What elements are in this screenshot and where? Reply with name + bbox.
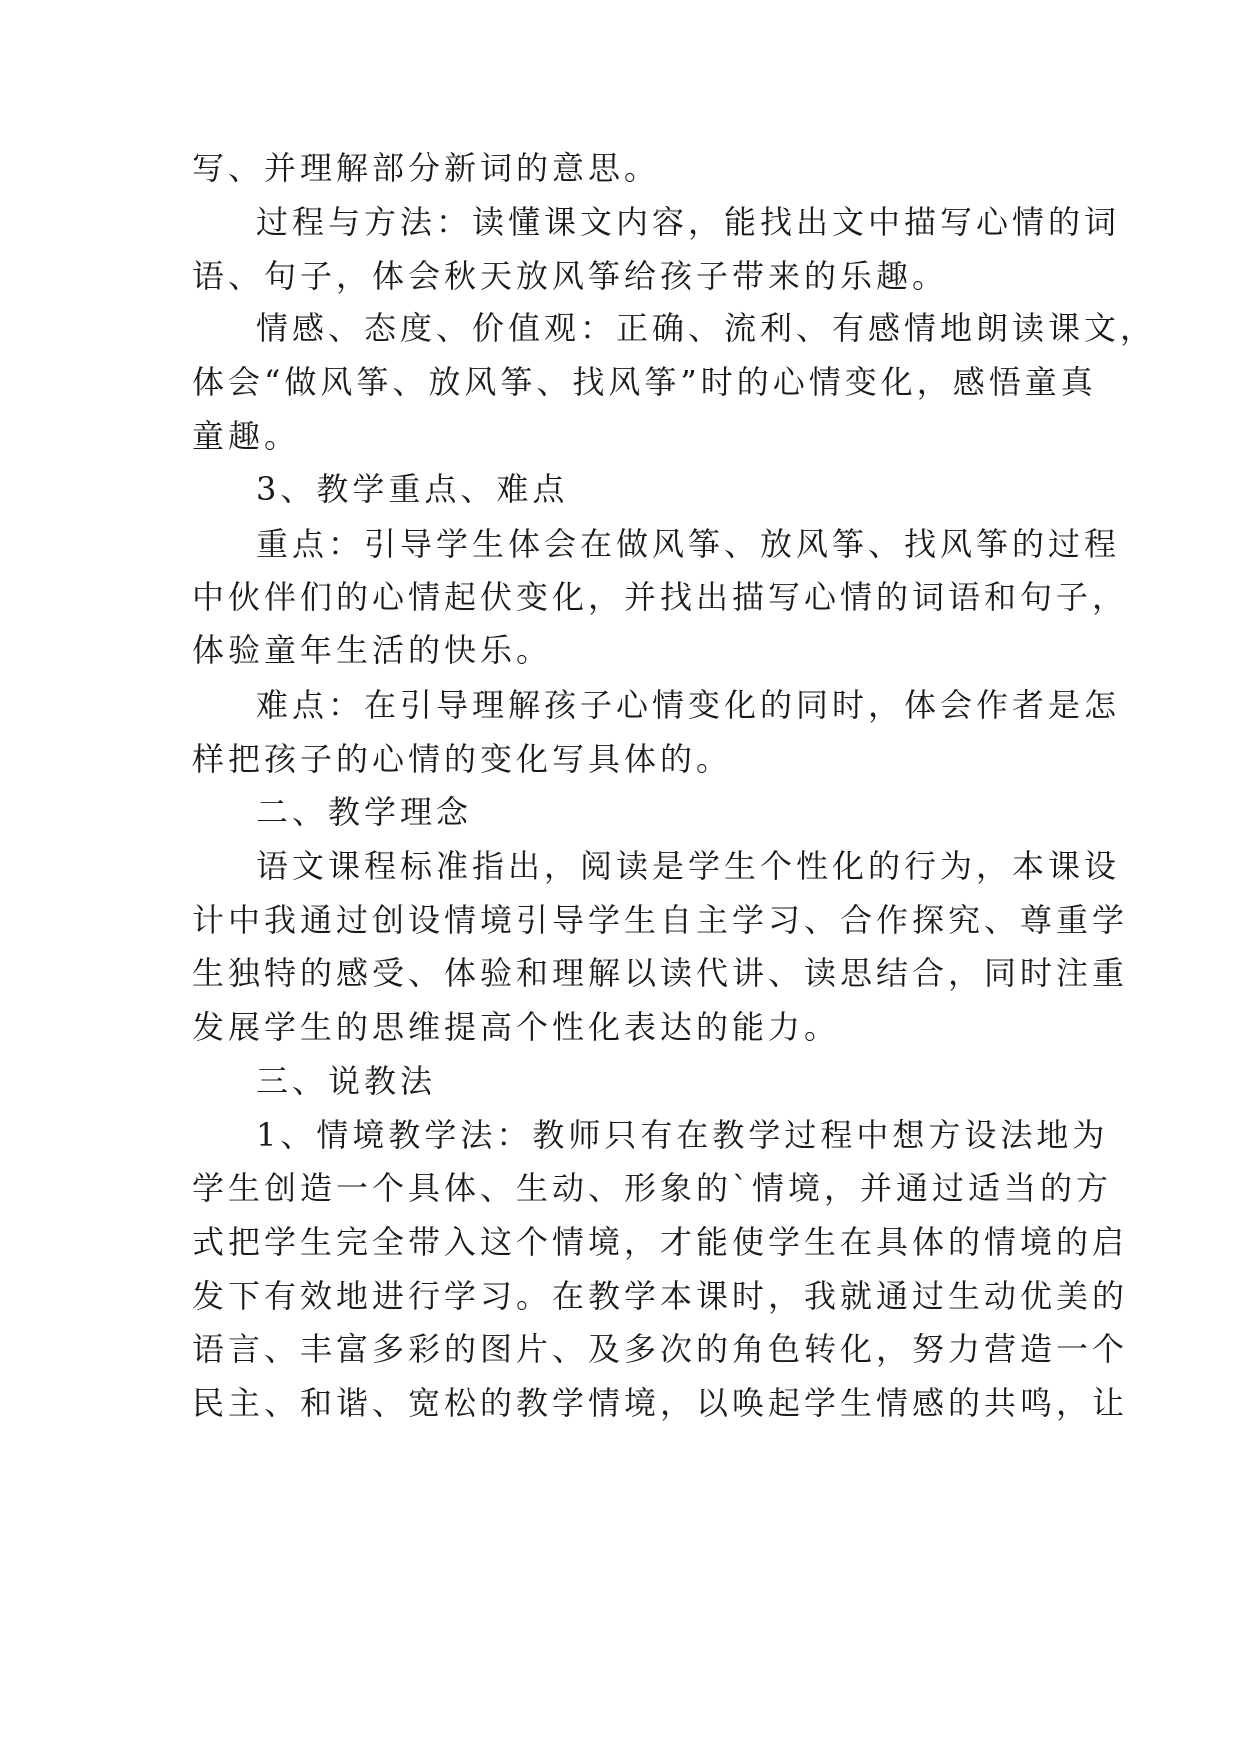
text-line: 语言、丰富多彩的图片、及多次的角色转化，努力营造一个 bbox=[192, 1330, 1129, 1368]
text-line: 童趣。 bbox=[192, 417, 301, 455]
text-line: 计中我通过创设情境引导学生自主学习、合作探究、尊重学 bbox=[192, 901, 1129, 939]
text-line: 过程与方法：读懂课文内容，能找出文中描写心情的词 bbox=[256, 203, 1121, 241]
text-line: 重点：引导学生体会在做风筝、放风筝、找风筝的过程 bbox=[256, 525, 1121, 563]
section-heading: 二、教学理念 bbox=[256, 793, 473, 831]
text-line: 难点：在引导理解孩子心情变化的同时，体会作者是怎 bbox=[256, 686, 1121, 724]
section-heading: 3、教学重点、难点 bbox=[256, 470, 569, 508]
text-line: 民主、和谐、宽松的教学情境，以唤起学生情感的共鸣，让 bbox=[192, 1384, 1129, 1422]
text-line: 1、情境教学法：教师只有在教学过程中想方设法地为 bbox=[256, 1116, 1109, 1154]
text-line: 写、并理解部分新词的意思。 bbox=[192, 149, 661, 187]
text-line: 情感、态度、价值观：正确、流利、有感情地朗读课文， bbox=[256, 309, 1157, 347]
text-line: 发下有效地进行学习。在教学本课时，我就通过生动优美的 bbox=[192, 1277, 1129, 1315]
text-line: 中伙伴们的心情起伏变化，并找出描写心情的词语和句子， bbox=[192, 578, 1129, 616]
text-line: 语、句子，体会秋天放风筝给孩子带来的乐趣。 bbox=[192, 257, 949, 295]
text-line: 样把孩子的心情的变化写具体的。 bbox=[192, 740, 733, 778]
text-line: 体验童年生活的快乐。 bbox=[192, 631, 553, 669]
text-line: 式把学生完全带入这个情境，才能使学生在具体的情境的启 bbox=[192, 1223, 1129, 1261]
text-line: 语文课程标准指出，阅读是学生个性化的行为，本课设 bbox=[256, 847, 1121, 885]
text-line: 发展学生的思维提高个性化表达的能力。 bbox=[192, 1008, 841, 1046]
text-line: 学生创造一个具体、生动、形象的`情境，并通过适当的方 bbox=[192, 1169, 1113, 1207]
text-line: 生独特的感受、体验和理解以读代讲、读思结合，同时注重 bbox=[192, 954, 1129, 992]
section-heading: 三、说教法 bbox=[256, 1062, 437, 1100]
text-line: 体会“做风筝、放风筝、找风筝”时的心情变化，感悟童真 bbox=[192, 363, 1097, 401]
